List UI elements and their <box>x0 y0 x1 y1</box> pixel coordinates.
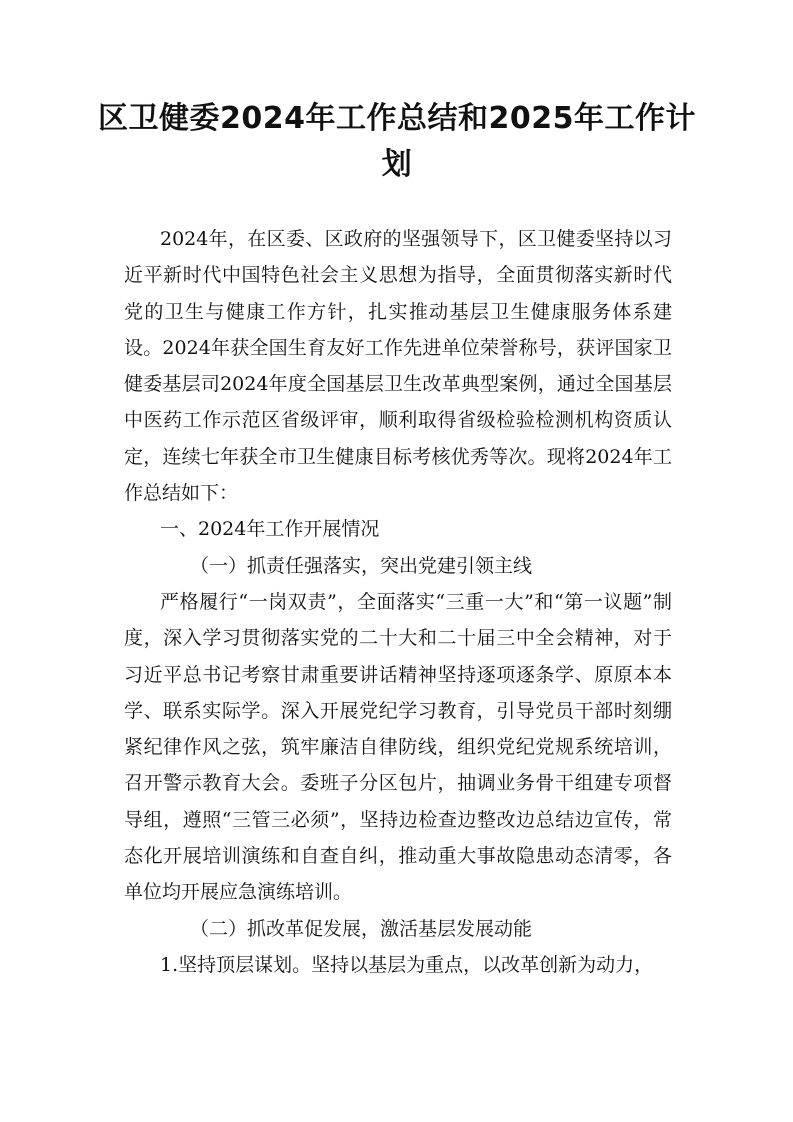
document-title: 区卫健委2024年工作总结和2025年工作计划 <box>98 101 696 182</box>
subsection-heading-2: （二）抓改革促发展，激活基层发展动能 <box>190 917 533 940</box>
intro-paragraph: 2024年，在区委、区政府的坚强领导下，区卫健委坚持以习近平新时代中国特色社会主义思想为指导，全面贯彻落实新时代党的卫生与健康工作方针，扎实推动基层卫生健康服务体系建设。2024年获全国生育友好工作先进单位荣誉称号，获评国家卫健委基层司2024年度全国基层卫生改革典型案例，通过全国基层中医药工作示范区省级评审，顺利取得省级检验检测机构资质认定，连续七年获全市卫生健康目标考核优秀等次。现将2024年工作总结如下： <box>124 228 672 505</box>
subsection-paragraph-1: 严格履行“一岗双责”，全面落实“三重一大”和“第一议题”制度，深入学习贯彻落实党的二十大和二十届三中全会精神，对于习近平总书记考察甘肃重要讲话精神坚持逐项逐条学、原原本本学、联系实际学。深入开展党纪学习教育，引导党员干部时刻绷紧纪律作风之弦，筑牢廉洁自律防线，组织党纪党规系统培训，召开警示教育大会。委班子分区包片，抽调业务骨干组建专项督导组，遵照“三管三必须”，坚持边检查边整改边总结边宣传，常态化开展培训演练和自查自纠，推动重大事故隐患动态清零，各单位均开展应急演练培训。 <box>124 590 672 904</box>
document-body <box>124 221 672 983</box>
item-paragraph-1: 1.坚持顶层谋划。坚持以基层为重点，以改革创新为动力， <box>160 953 654 976</box>
section-heading-1: 一、2024年工作开展情况 <box>160 518 380 541</box>
subsection-heading-1: （一）抓责任强落实，突出党建引领主线 <box>190 554 533 577</box>
